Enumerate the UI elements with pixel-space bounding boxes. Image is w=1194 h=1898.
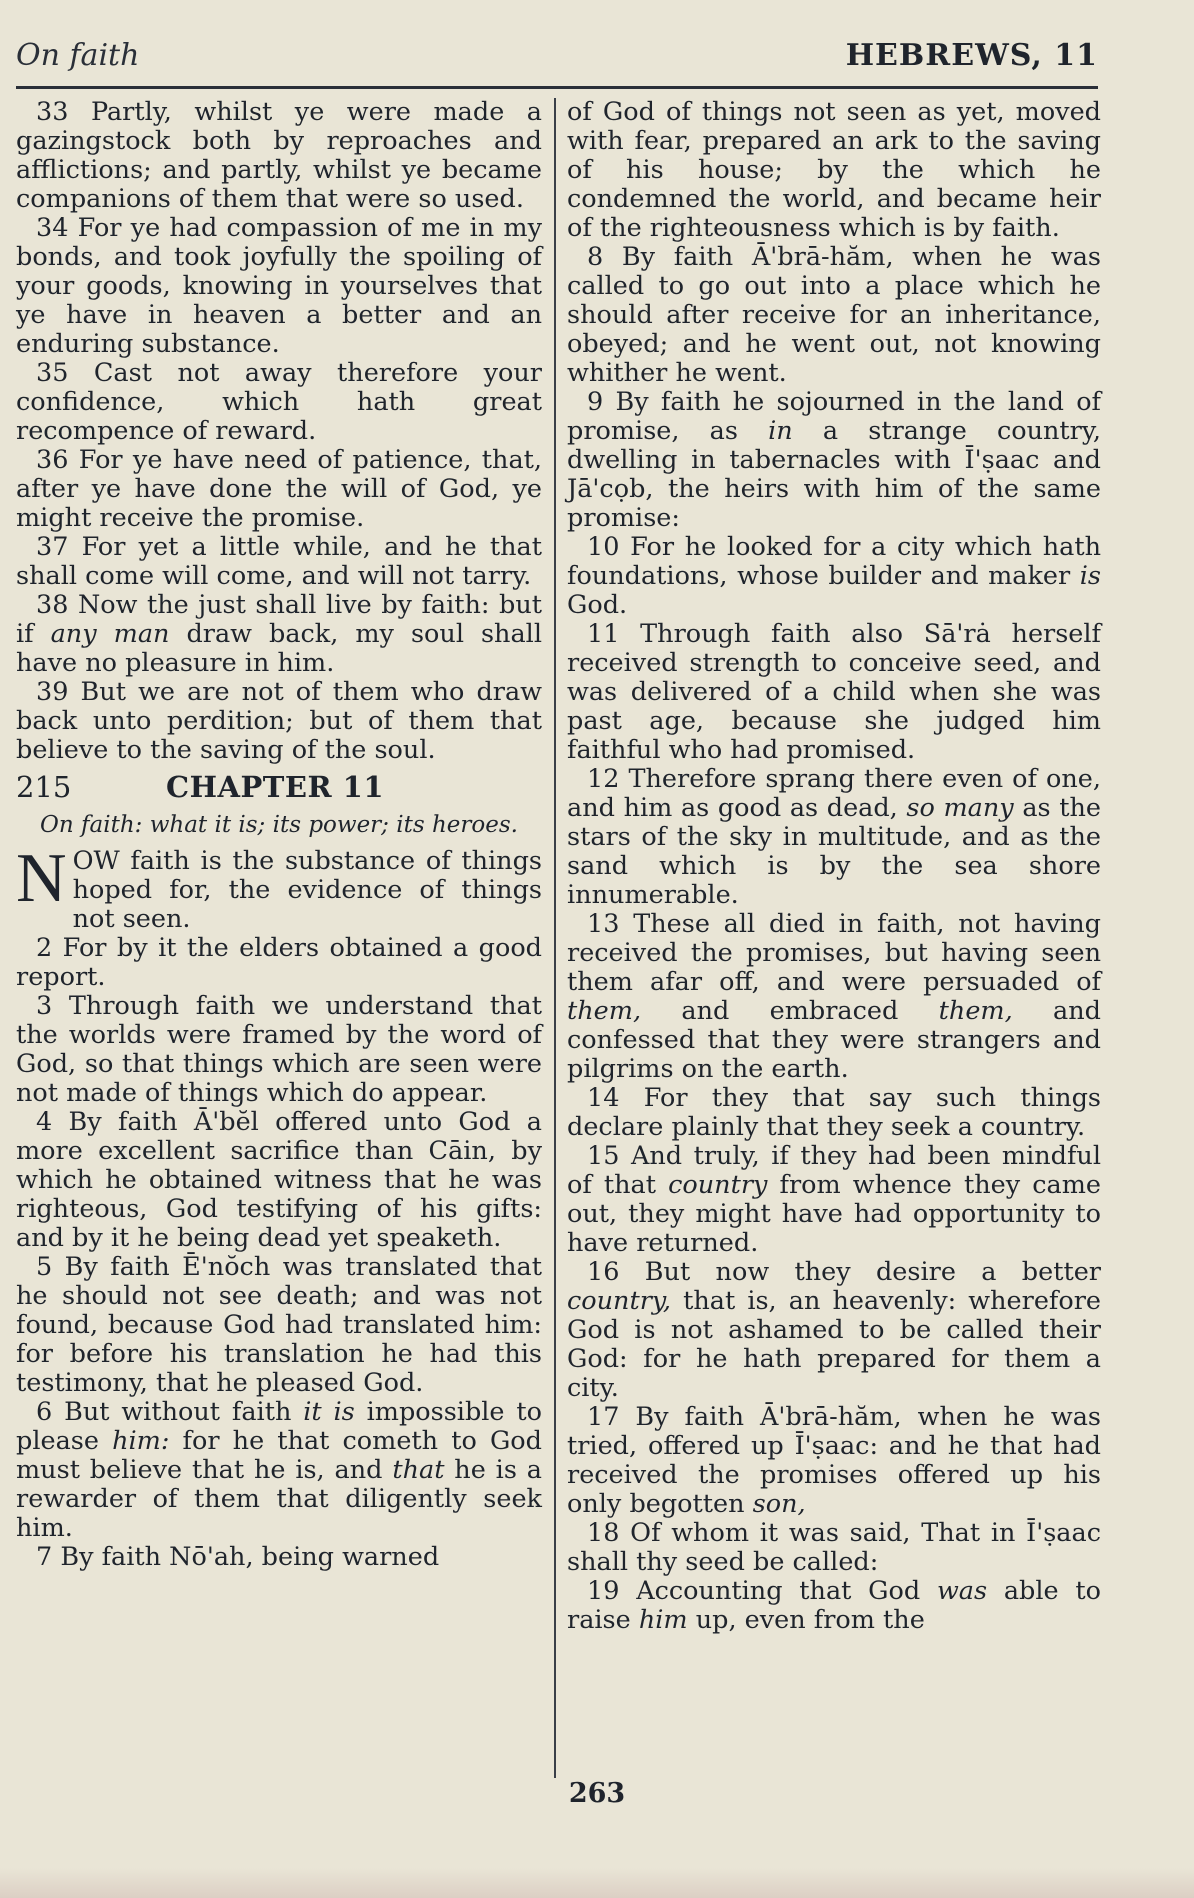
verse-13: 13 These all died in faith, not having received the promises, but having seen them afar off, and were persuaded of them, and embraced them, and confessed that they were strangers and pilgrims on the earth.	[567, 909, 1102, 1084]
running-head-left: On faith	[16, 38, 140, 73]
verse-35: 35 Cast not away therefore your confidence, which hath great recompence of reward.	[16, 358, 542, 446]
verse-11: 11 Through faith also Sā'rȧ herself received strength to conceive seed, and was delivered of a child when she was past age, because she judged him faithful who had promised.	[567, 619, 1101, 765]
page-number: 263	[568, 1778, 626, 1809]
chapter-summary: On faith: what it is; its power; its heroes.	[40, 812, 518, 838]
verse-17: 17 By faith Ā'brā-hăm, when he was tried, offered up Ī'ṣaac: and he that had received the promises offered up his only begotten son,	[567, 1402, 1101, 1519]
verse-2: 2 For by it the elders obtained a good report.	[16, 933, 542, 992]
verse-6: 6 But without faith it is impossible to please him: for he that cometh to God must believe that he is, and that he is a rewarder of them that diligently seek him.	[16, 1397, 542, 1543]
verse-12: 12 Therefore sprang there even of one, and him as good as dead, so many as the stars of the sky in multitude, and as the sand which is by the sea shore innumerable.	[567, 764, 1101, 910]
verse-9: 9 By faith he sojourned in the land of promise, as in a strange country, dwelling in tabernacles with Ī'ṣaac and Jā'cọb, the heirs with him of the same promise:	[567, 387, 1101, 533]
verse-39: 39 But we are not of them who draw back unto perdition; but of them that believe to the saving of the soul.	[16, 677, 542, 765]
verse-16: 16 But now they desire a better country, that is, an heavenly: wherefore God is not ashamed to be called their God: for he hath prepared for them a city.	[567, 1257, 1101, 1403]
verse-36: 36 For ye have need of patience, that, after ye have done the will of God, ye might receive the promise.	[16, 445, 542, 533]
verse-3: 3 Through faith we understand that the worlds were framed by the word of God, so that things which are seen were not made of things which do appear.	[16, 991, 542, 1108]
running-head-right: HEBREWS, 11	[845, 38, 1098, 73]
verse-4: 4 By faith Ā'bĕl offered unto God a more excellent sacrifice than Cāin, by which he obtained witness that he was righteous, God testifying of his gifts: and by it he being dead yet speaketh.	[16, 1107, 542, 1253]
verse-10: 10 For he looked for a city which hath foundations, whose builder and maker is God.	[567, 532, 1101, 620]
verse-1: NOW faith is the substance of things hoped for, the evidence of things not seen.	[16, 840, 542, 934]
verse-7-continued: of God of things not seen as yet, moved with fear, prepared an ark to the saving of his house; by the which he condemned the world, and became heir of the righteousness which is by faith.	[567, 97, 1101, 243]
verse-5: 5 By faith Ē'nŏch was translated that he should not see death; and was not found, because God had translated him: for before his translation he had this testimony, that he pleased God.	[16, 1252, 542, 1398]
header-rule	[16, 86, 1098, 89]
verse-15: 15 And truly, if they had been mindful of that country from whence they came out, they might have had opportunity to have returned.	[567, 1141, 1101, 1258]
chapter-heading	[16, 769, 542, 805]
verse-34: 34 For ye had compassion of me in my bonds, and took joyfully the spoiling of your goods, knowing in yourselves that ye have in heaven a better and an enduring substance.	[16, 213, 542, 359]
left-column	[16, 98, 542, 1572]
verse-7-start: 7 By faith Nō'ah, being warned	[36, 1542, 440, 1572]
verse-33: 33 Partly, whilst ye were made a gazingstock both by reproaches and afflictions; and partly, whilst ye became companions of them that were so used.	[16, 97, 542, 214]
column-divider	[554, 98, 556, 1778]
reference-number: 215	[16, 770, 72, 804]
verse-8: 8 By faith Ā'brā-hăm, when he was called to go out into a place which he should after receive for an inheritance, obeyed; and he went out, not knowing whither he went.	[567, 242, 1101, 388]
chapter-title: CHAPTER 11	[166, 770, 385, 804]
drop-cap: N	[16, 840, 67, 917]
verse-18: 18 Of whom it was said, That in Ī'ṣaac shall thy seed be called:	[567, 1518, 1101, 1577]
right-column	[567, 98, 1101, 1635]
verse-19: 19 Accounting that God was able to raise him up, even from the	[567, 1576, 1101, 1635]
verse-37: 37 For yet a little while, and he that shall come will come, and will not tarry.	[16, 532, 542, 591]
verse-14: 14 For they that say such things declare plainly that they seek a country.	[567, 1083, 1101, 1142]
verse-38: 38 Now the just shall live by faith: but if any man draw back, my soul shall have no pleasure in him.	[16, 590, 542, 678]
